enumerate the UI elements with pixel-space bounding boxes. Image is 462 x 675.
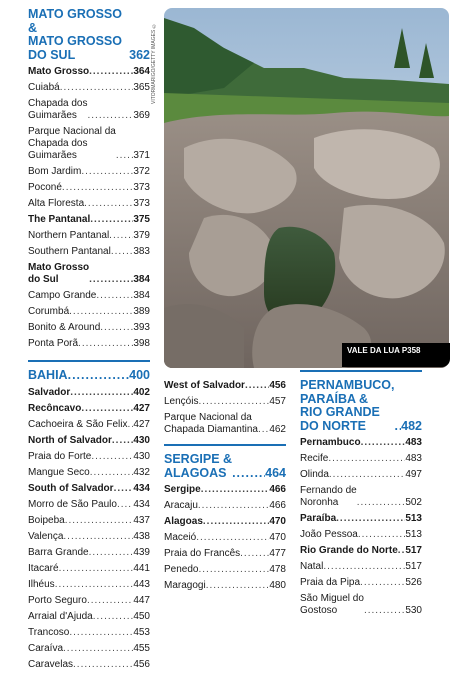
toc-entry[interactable] — [28, 579, 150, 591]
toc-entry-label: João Pessoa — [300, 529, 358, 540]
toc-entry-label: Parque Nacional da Chapada dos Guimarães — [28, 126, 116, 161]
toc-entry-label: Caravelas — [28, 658, 74, 670]
toc-entry[interactable] — [28, 483, 150, 495]
toc-entry-label: Olinda — [300, 469, 329, 480]
toc-entry-page: 530 — [405, 605, 422, 616]
toc-entry-page: 477 — [269, 548, 286, 559]
toc-entry-page: 398 — [133, 338, 150, 349]
toc-entry-label: Northern Pantanal — [28, 230, 110, 241]
toc-entry-page: 513 — [405, 513, 422, 524]
toc-entry-page: 438 — [133, 530, 150, 542]
toc-entry[interactable] — [300, 485, 422, 509]
toc-entry-label: Cuiabá — [28, 82, 60, 93]
section-page: 362 — [129, 47, 150, 62]
toc-entry[interactable] — [28, 338, 150, 350]
toc-entry-page: 373 — [133, 182, 150, 193]
toc-column-2 — [164, 380, 286, 596]
leader-dots — [394, 420, 401, 434]
toc-entry[interactable] — [164, 396, 286, 408]
toc-entry-label: Valença — [28, 530, 64, 542]
leader-dots — [329, 469, 405, 481]
leader-dots — [196, 532, 269, 544]
toc-entry-page: 470 — [269, 516, 286, 527]
toc-entry[interactable] — [28, 66, 150, 78]
vale-da-lua-photo — [164, 8, 449, 368]
toc-entry-label: Lençóis — [164, 396, 199, 407]
toc-entry-label: Bom Jardim — [28, 166, 82, 177]
leader-dots — [89, 274, 133, 286]
section-pernambuco — [300, 379, 422, 617]
leader-dots — [69, 627, 133, 639]
toc-entry[interactable] — [28, 166, 150, 178]
toc-entry-label: Praia da Pipa — [300, 577, 361, 588]
toc-entry[interactable] — [28, 595, 150, 607]
toc-entry-page: 437 — [133, 514, 150, 526]
section-mato-grosso — [28, 8, 150, 350]
leader-dots — [323, 561, 405, 573]
toc-entry[interactable] — [28, 82, 150, 94]
toc-entry[interactable] — [300, 593, 422, 617]
leader-dots — [93, 611, 134, 623]
toc-entry-label: Barra Grande — [28, 546, 89, 558]
leader-dots — [81, 403, 133, 415]
leader-dots — [398, 545, 406, 557]
toc-entry-page: 502 — [405, 497, 422, 508]
leader-dots — [245, 380, 269, 392]
section-title-label: BAHIA — [28, 368, 68, 382]
section-title[interactable] — [28, 8, 150, 62]
section-page: 464 — [265, 465, 286, 480]
toc-column-1 — [28, 8, 150, 675]
toc-entry[interactable] — [28, 198, 150, 210]
leader-dots — [96, 290, 133, 302]
toc-entry[interactable] — [28, 262, 150, 286]
toc-entry-page: 480 — [269, 580, 286, 591]
leader-dots — [358, 529, 405, 541]
toc-entry[interactable] — [164, 580, 286, 592]
photo-credit: VITORMARIGO/GETTY IMAGES © — [151, 22, 157, 104]
toc-entry-label: Salvador — [28, 386, 71, 398]
leader-dots — [90, 467, 134, 479]
leader-dots — [198, 500, 269, 512]
section-title-label: SERGIPE & ALAGOAS — [164, 452, 233, 480]
leader-dots — [55, 579, 134, 591]
toc-entry-page: 430 — [133, 434, 150, 446]
leader-dots — [87, 595, 133, 607]
toc-entry[interactable] — [164, 380, 286, 392]
toc-entry-page: 372 — [133, 166, 150, 177]
toc-entry-label: São Miguel do Gostoso — [300, 593, 364, 616]
toc-entry-page: 441 — [133, 562, 150, 574]
toc-entry-label: Poconé — [28, 182, 62, 193]
toc-entry-page: 497 — [405, 469, 422, 480]
toc-entry-page: 364 — [133, 66, 150, 77]
toc-entry-label: Ponta Porã — [28, 338, 79, 349]
toc-entry[interactable] — [164, 412, 286, 436]
toc-entry[interactable] — [164, 500, 286, 512]
toc-entry-label: Morro de São Paulo — [28, 498, 117, 510]
toc-entry-label: Corumbá — [28, 306, 70, 317]
leader-dots — [114, 483, 134, 495]
toc-entry[interactable] — [28, 290, 150, 302]
toc-entry-label: North of Salvador — [28, 434, 112, 446]
toc-entry-label: Alagoas — [164, 516, 203, 527]
toc-entry[interactable] — [28, 322, 150, 334]
toc-entry-page: 443 — [133, 578, 150, 590]
leader-dots — [336, 513, 405, 525]
toc-entry[interactable] — [28, 98, 150, 122]
leader-dots — [89, 547, 134, 559]
toc-entry-page: 455 — [133, 642, 150, 654]
toc-entry-label: Natal — [300, 561, 324, 572]
section-page: 482 — [401, 418, 422, 433]
leader-dots — [63, 531, 133, 543]
toc-entry[interactable] — [28, 611, 150, 623]
toc-entry[interactable] — [28, 659, 150, 671]
toc-entry[interactable] — [28, 214, 150, 226]
toc-column-3 — [300, 370, 422, 621]
section-title[interactable] — [164, 453, 286, 480]
toc-entry-page: 373 — [133, 198, 150, 209]
toc-entry-label: Praia do Forte — [28, 450, 92, 462]
toc-entry-page: 371 — [133, 150, 150, 161]
toc-entry-label: Penedo — [164, 564, 199, 575]
toc-entry-label: Mato Grosso — [28, 66, 90, 77]
toc-entry-label: Chapada dos Guimarães — [28, 98, 88, 121]
section-sergipe — [164, 453, 286, 592]
leader-dots — [357, 497, 406, 509]
toc-entry-page: 379 — [133, 230, 150, 241]
leader-dots — [203, 516, 269, 528]
toc-entry-page: 430 — [133, 450, 150, 462]
toc-entry-label: Maragogi — [164, 580, 206, 591]
leader-dots — [109, 230, 133, 242]
toc-entry-label: Fernando de Noronha — [300, 485, 357, 508]
toc-entry-page: 384 — [133, 274, 150, 285]
section-title-label: PERNAMBUCO, PARAÍBA & RIO GRANDE DO NORTE — [300, 378, 395, 433]
toc-entry-page: 447 — [133, 594, 150, 606]
leader-dots — [81, 166, 133, 178]
leader-dots — [88, 110, 134, 122]
photo-illustration — [164, 8, 449, 368]
section-divider — [28, 360, 150, 362]
toc-entry[interactable] — [164, 548, 286, 560]
toc-entry-page: 453 — [133, 626, 150, 638]
toc-entry-page: 375 — [133, 214, 150, 225]
toc-entry-label: Southern Pantanal — [28, 246, 111, 257]
toc-entry-label: West of Salvador — [164, 380, 245, 391]
toc-entry-page: 369 — [133, 110, 150, 121]
leader-dots — [100, 322, 133, 334]
toc-entry-page: 365 — [133, 82, 150, 93]
toc-entry[interactable] — [300, 529, 422, 541]
toc-entry-label: Arraial d'Ajuda — [28, 610, 93, 622]
toc-entry-label: Caraíva — [28, 642, 64, 654]
toc-entry-page: 434 — [133, 498, 150, 510]
toc-entry-page: 427 — [133, 402, 150, 414]
toc-entry[interactable] — [28, 499, 150, 511]
leader-dots — [328, 453, 405, 465]
toc-entry[interactable] — [28, 515, 150, 527]
leader-dots — [206, 580, 270, 592]
toc-entry-page: 456 — [133, 658, 150, 670]
toc-entry-page: 466 — [269, 484, 286, 495]
toc-entry-label: Recife — [300, 453, 329, 464]
toc-entry-page: 517 — [405, 545, 422, 556]
toc-entry-label: Porto Seguro — [28, 594, 87, 606]
leader-dots — [198, 564, 269, 576]
toc-entry-page: 439 — [133, 546, 150, 558]
toc-entry-page: 457 — [269, 396, 286, 407]
leader-dots — [117, 499, 133, 511]
toc-entry-label: Campo Grande — [28, 290, 97, 301]
toc-entry[interactable] — [28, 547, 150, 559]
toc-entry[interactable] — [28, 306, 150, 318]
toc-entry[interactable] — [28, 246, 150, 258]
section-title-label: MATO GROSSO & MATO GROSSO DO SUL — [28, 7, 122, 62]
toc-entry[interactable] — [164, 516, 286, 528]
toc-entry-label: Ilhéus — [28, 578, 55, 590]
leader-dots — [258, 424, 269, 436]
leader-dots — [112, 435, 133, 447]
leader-dots — [70, 387, 133, 399]
leader-dots — [90, 214, 133, 226]
toc-entry-page: 384 — [133, 290, 150, 301]
toc-entry-label: Recôncavo — [28, 402, 82, 414]
toc-entry[interactable] — [164, 564, 286, 576]
leader-dots — [84, 198, 133, 210]
section-divider — [164, 444, 286, 446]
toc-entry-page: 483 — [405, 437, 422, 448]
toc-entry-page: 517 — [405, 561, 422, 572]
section-title[interactable] — [300, 379, 422, 433]
toc-entry[interactable] — [28, 435, 150, 447]
toc-entry[interactable] — [28, 451, 150, 463]
leader-dots — [240, 548, 269, 560]
toc-entry-page: 513 — [405, 529, 422, 540]
toc-entry-page: 470 — [269, 532, 286, 543]
toc-entry-label: Praia do Francês — [164, 548, 241, 559]
toc-entry-label: Sergipe — [164, 484, 201, 495]
toc-entry[interactable] — [300, 469, 422, 481]
toc-entry-page: 432 — [133, 466, 150, 478]
toc-entry-page: 462 — [269, 424, 286, 435]
toc-entry-page: 383 — [133, 246, 150, 257]
toc-entry-label: Paraíba — [300, 513, 337, 524]
toc-entry[interactable] — [300, 577, 422, 589]
section-title[interactable] — [28, 369, 150, 383]
toc-entry-page: 402 — [133, 386, 150, 398]
photo-caption: VALE DA LUA P358 — [342, 343, 450, 367]
leader-dots — [73, 659, 133, 671]
toc-entry-page: 466 — [269, 500, 286, 511]
toc-entry-label: Alta Floresta — [28, 198, 85, 209]
toc-entry[interactable] — [164, 532, 286, 544]
leader-dots — [111, 246, 133, 258]
toc-entry-label: Mangue Seco — [28, 466, 90, 478]
toc-entry-label: Cachoeira & São Felix — [28, 418, 128, 430]
toc-entry[interactable] — [28, 403, 150, 415]
toc-entry-page: 450 — [133, 610, 150, 622]
toc-entry-label: South of Salvador — [28, 482, 114, 494]
toc-entry-page: 526 — [405, 577, 422, 588]
toc-entry-label: Rio Grande do Norte — [300, 545, 398, 556]
toc-entry[interactable] — [28, 419, 150, 431]
toc-entry-page: 389 — [133, 306, 150, 317]
leader-dots — [62, 182, 133, 194]
leader-dots — [364, 605, 405, 617]
toc-entry[interactable] — [28, 182, 150, 194]
toc-entry-page: 427 — [133, 418, 150, 430]
toc-entry[interactable] — [28, 230, 150, 242]
toc-entry-label: Bonito & Around — [28, 322, 101, 333]
toc-entry-page: 434 — [133, 482, 150, 494]
toc-entry[interactable] — [164, 484, 286, 496]
leader-dots — [361, 437, 406, 449]
leader-dots — [78, 338, 133, 350]
toc-entry-label: Maceió — [164, 532, 197, 543]
toc-entry[interactable] — [300, 545, 422, 557]
section-page: 400 — [129, 368, 150, 382]
toc-entry[interactable] — [28, 643, 150, 655]
leader-dots — [91, 451, 133, 463]
section-bahia — [28, 369, 150, 671]
toc-entry-label: Boipeba — [28, 514, 65, 526]
toc-entry[interactable] — [28, 563, 150, 575]
toc-entry-label: Itacaré — [28, 562, 59, 574]
toc-entry-label: Aracaju — [164, 500, 198, 511]
leader-dots — [198, 396, 269, 408]
toc-entry[interactable] — [28, 627, 150, 639]
toc-entry[interactable] — [300, 513, 422, 525]
leader-dots — [60, 82, 134, 94]
toc-entry-page: 393 — [133, 322, 150, 333]
leader-dots — [69, 306, 133, 318]
leader-dots — [232, 467, 265, 481]
leader-dots — [68, 369, 130, 383]
section-divider — [300, 370, 422, 372]
toc-entry[interactable] — [28, 126, 150, 162]
leader-dots — [63, 643, 133, 655]
leader-dots — [65, 515, 134, 527]
toc-entry[interactable] — [28, 467, 150, 479]
leader-dots — [201, 484, 270, 496]
toc-entry-page: 456 — [269, 380, 286, 391]
leader-dots — [360, 577, 405, 589]
toc-entry-label: Mato Grosso do Sul — [28, 262, 90, 285]
leader-dots — [59, 563, 134, 575]
toc-entry-label: The Pantanal — [28, 214, 91, 225]
toc-entry[interactable] — [28, 387, 150, 399]
leader-dots — [116, 150, 133, 162]
toc-entry-page: 483 — [405, 453, 422, 464]
toc-entry[interactable] — [300, 437, 422, 449]
toc-entry[interactable] — [28, 531, 150, 543]
toc-entry-page: 478 — [269, 564, 286, 575]
leader-dots — [89, 66, 133, 78]
toc-entry-label: Parque Nacional da Chapada Diamantina — [164, 412, 258, 435]
toc-entry-label: Trancoso — [28, 626, 70, 638]
toc-entry[interactable] — [300, 561, 422, 573]
toc-entry-label: Pernambuco — [300, 437, 361, 448]
toc-entry[interactable] — [300, 453, 422, 465]
